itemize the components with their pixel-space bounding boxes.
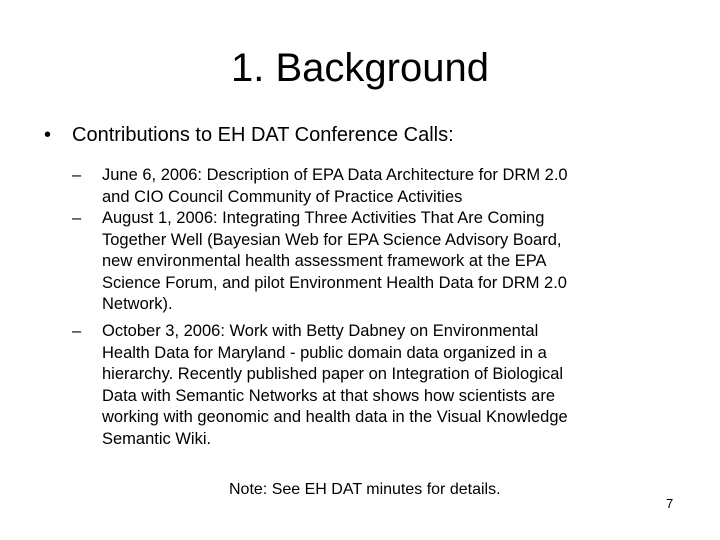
sub-item-marker: – [72, 209, 82, 227]
page-number: 7 [666, 496, 674, 511]
sub-item-text [102, 165, 568, 208]
sub-item-text [102, 321, 568, 450]
sub-item-line: Network). [102, 295, 173, 313]
sub-item-marker: – [72, 166, 82, 184]
sub-item-line: working with geonomic and health data in the Visual Knowledge [102, 408, 568, 426]
sub-item-line: and CIO Council Community of Practice Activities [102, 187, 463, 206]
sub-item-line: Science Forum, and pilot Environment Health Data for DRM 2.0 [102, 273, 567, 292]
sub-item-marker: – [72, 322, 82, 340]
slide-title: 1. Background [231, 46, 489, 90]
sub-item-line: June 6, 2006: Description of EPA Data Architecture for DRM 2.0 [102, 166, 568, 184]
sub-item-line: new environmental health assessment framework at the EPA [102, 252, 547, 270]
sub-item-line: August 1, 2006: Integrating Three Activities That Are Coming [102, 209, 545, 227]
sub-item-line: October 3, 2006: Work with Betty Dabney on Environmental [102, 322, 539, 340]
sub-item-line: Data with Semantic Networks at that shows how scientists are [102, 386, 556, 405]
sub-item-line: Together Well (Bayesian Web for EPA Science Advisory Board, [102, 230, 562, 249]
bullet-text: Contributions to EH DAT Conference Calls: [72, 124, 454, 146]
footnote: Note: See EH DAT minutes for details. [229, 481, 501, 498]
sub-item-line: Health Data for Maryland - public domain data organized in a [102, 343, 547, 362]
sub-item-text [102, 208, 567, 316]
sub-item-line: hierarchy. Recently published paper on Integration of Biological [102, 365, 564, 383]
sub-item-line: Semantic Wiki. [102, 429, 212, 448]
bullet-marker: • [44, 124, 52, 146]
